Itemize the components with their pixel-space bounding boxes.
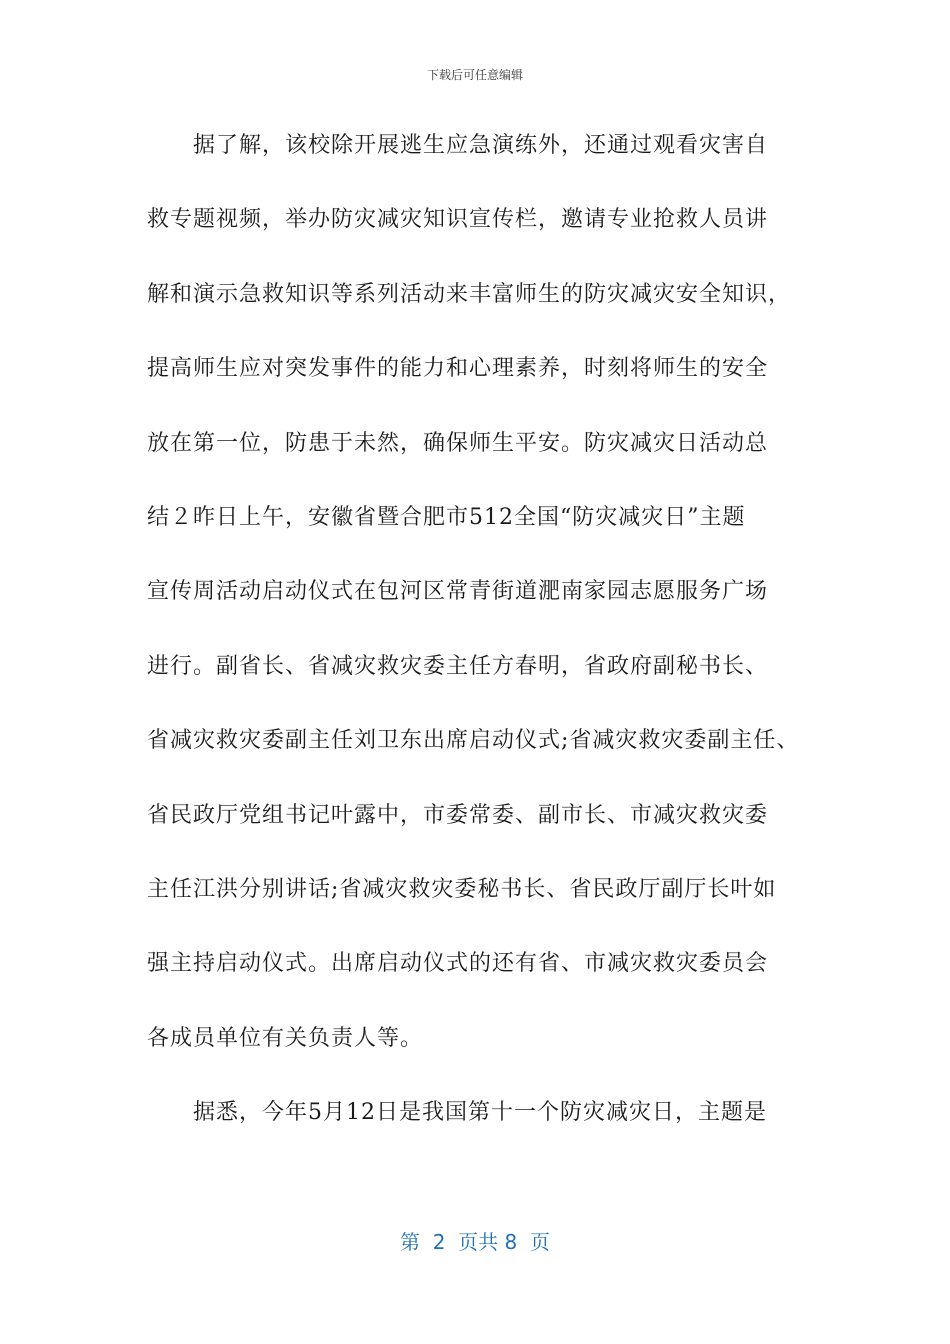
text-line: 提高师生应对突发事件的能力和心理素养，时刻将师生的安全 [147,356,769,382]
text-line: 强主持启动仪式。出席启动仪式的还有省、市减灾救灾委员会 [147,951,769,977]
text-line: 进行。副省长、省减灾救灾委主任方春明，省政府副秘书长、 [147,653,769,679]
paragraph-2 [147,1091,827,1165]
text-line: 省民政厅党组书记叶露中，市委常委、副市长、市减灾救灾委 [147,802,769,828]
paragraph-1 [147,124,827,1091]
text-line: 解和演示急救知识等系列活动来丰富师生的防灾减灾安全知识， [147,281,792,307]
text-line: 宣传周活动启动仪式在包河区常青街道淝南家园志愿服务广场 [147,579,769,605]
text-line: 省减灾救灾委副主任刘卫东出席启动仪式;省减灾救灾委副主任、 [147,728,800,754]
document-body [147,124,827,1165]
text-line: 各成员单位有关负责人等。 [147,1025,424,1051]
page-number-footer: 第 2 页共 8 页 [400,1230,550,1254]
text-line: 结２昨日上午，安徽省暨合肥市512全国“防灾减灾日”主题 [147,504,746,530]
text-line: 救专题视频，举办防灾减灾知识宣传栏，邀请专业抢救人员讲 [147,207,769,233]
text-line: 放在第一位，防患于未然，确保师生平安。防灾减灾日活动总 [147,430,769,456]
text-line: 主任江洪分别讲话;省减灾救灾委秘书长、省民政厅副厅长叶如 [147,876,777,902]
text-line: 据悉，今年5月12日是我国第十一个防灾减灾日，主题是 [193,1100,767,1126]
text-line: 据了解，该校除开展逃生应急演练外，还通过观看灾害自 [193,133,769,158]
page-header-note: 下载后可任意编辑 [426,68,523,82]
